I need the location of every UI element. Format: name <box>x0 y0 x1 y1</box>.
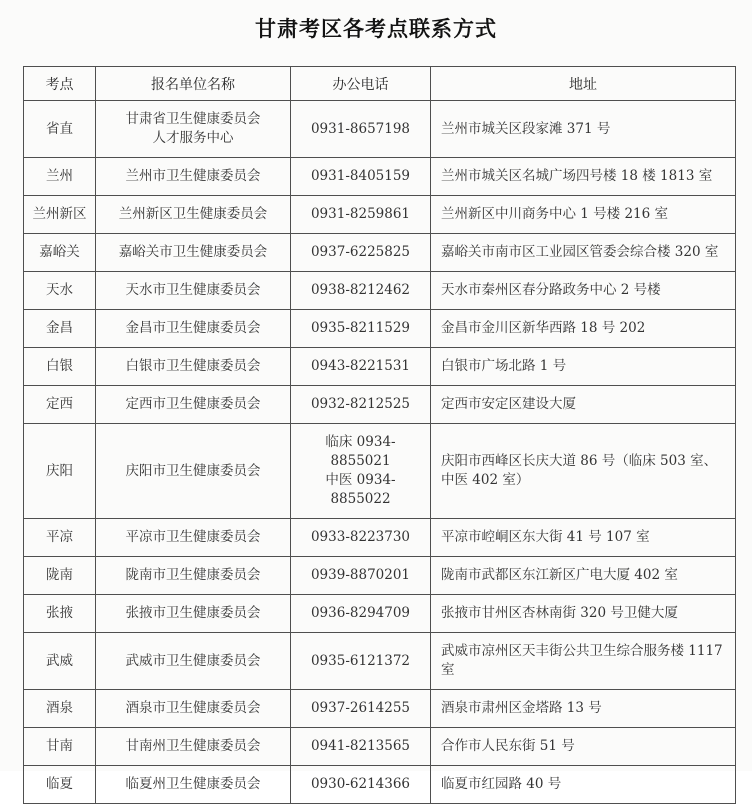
table-row <box>24 557 736 595</box>
unit-line: 白银市卫生健康委员会 <box>125 358 261 374</box>
cell-address: 临夏市红园路 40 号 <box>431 766 736 804</box>
cell-address: 陇南市武都区东江新区广电大厦 402 室 <box>431 557 736 595</box>
phone-line: 0937-2614255 <box>310 700 411 716</box>
cell-address: 庆阳市西峰区长庆大道 86 号（临床 503 室、中医 402 室） <box>431 424 736 519</box>
table-row <box>24 728 736 766</box>
cell-phone <box>291 519 431 557</box>
unit-line: 陇南市卫生健康委员会 <box>125 567 261 583</box>
cell-site: 武威 <box>24 633 96 690</box>
table-row <box>24 690 736 728</box>
unit-line: 人才服务中心 <box>152 130 234 146</box>
unit-line: 甘南州卫生健康委员会 <box>125 738 261 754</box>
phone-line: 0935-8211529 <box>310 320 411 336</box>
phone-line: 0939-8870201 <box>310 567 411 583</box>
unit-line: 张掖市卫生健康委员会 <box>125 605 261 621</box>
cell-unit <box>96 234 291 272</box>
table-row <box>24 272 736 310</box>
cell-site: 定西 <box>24 386 96 424</box>
phone-line: 0936-8294709 <box>310 605 411 621</box>
contact-table <box>23 66 736 804</box>
unit-line: 酒泉市卫生健康委员会 <box>125 700 261 716</box>
cell-phone <box>291 557 431 595</box>
table-body <box>24 101 736 804</box>
table-row <box>24 595 736 633</box>
table-row <box>24 158 736 196</box>
cell-site: 临夏 <box>24 766 96 804</box>
phone-line: 0932-8212525 <box>310 396 411 412</box>
cell-unit <box>96 766 291 804</box>
cell-unit <box>96 272 291 310</box>
cell-address: 武威市凉州区天丰街公共卫生综合服务楼 1117 室 <box>431 633 736 690</box>
cell-phone <box>291 766 431 804</box>
table-row <box>24 424 736 519</box>
cell-unit <box>96 310 291 348</box>
table-row <box>24 234 736 272</box>
cell-phone <box>291 728 431 766</box>
unit-line: 兰州市卫生健康委员会 <box>125 168 261 184</box>
unit-line: 武威市卫生健康委员会 <box>125 652 261 669</box>
cell-site: 平凉 <box>24 519 96 557</box>
cell-phone <box>291 101 431 158</box>
phone-line: 0943-8221531 <box>310 358 411 374</box>
phone-line: 0941-8213565 <box>310 738 411 754</box>
cell-unit <box>96 158 291 196</box>
cell-site: 金昌 <box>24 310 96 348</box>
cell-site: 天水 <box>24 272 96 310</box>
header-cell-site: 考点 <box>24 67 96 101</box>
cell-unit <box>96 728 291 766</box>
cell-phone <box>291 690 431 728</box>
table-row <box>24 633 736 690</box>
phone-line: 0937-6225825 <box>310 244 411 260</box>
unit-line: 定西市卫生健康委员会 <box>125 396 261 412</box>
cell-unit <box>96 633 291 690</box>
unit-line: 嘉峪关市卫生健康委员会 <box>118 244 268 260</box>
cell-unit <box>96 348 291 386</box>
cell-address: 嘉峪关市南市区工业园区管委会综合楼 320 室 <box>431 234 736 272</box>
table-row <box>24 766 736 804</box>
cell-phone <box>291 310 431 348</box>
cell-address: 酒泉市肃州区金塔路 13 号 <box>431 690 736 728</box>
cell-site: 省直 <box>24 101 96 158</box>
table-row <box>24 519 736 557</box>
cell-unit <box>96 424 291 519</box>
cell-phone <box>291 595 431 633</box>
page-title: 甘肃考区各考点联系方式 <box>255 16 497 41</box>
cell-unit <box>96 196 291 234</box>
unit-line: 天水市卫生健康委员会 <box>125 282 261 298</box>
cell-phone <box>291 272 431 310</box>
phone-line: 0930-6214366 <box>310 776 411 792</box>
cell-site: 庆阳 <box>24 424 96 519</box>
unit-line: 金昌市卫生健康委员会 <box>125 320 261 336</box>
header-cell-unit: 报名单位名称 <box>96 67 291 101</box>
phone-line: 0931-8657198 <box>310 120 411 137</box>
unit-line: 兰州新区卫生健康委员会 <box>118 206 268 222</box>
cell-site: 兰州 <box>24 158 96 196</box>
phone-line: 0933-8223730 <box>310 529 411 545</box>
phone-line: 0938-8212462 <box>310 282 411 298</box>
cell-address: 天水市秦州区春分路政务中心 2 号楼 <box>431 272 736 310</box>
phone-line: 中医 0934-8855022 <box>325 472 396 507</box>
unit-line: 平凉市卫生健康委员会 <box>125 529 261 545</box>
cell-address: 白银市广场北路 1 号 <box>431 348 736 386</box>
phone-line: 0931-8259861 <box>310 206 411 222</box>
cell-address: 兰州市城关区名城广场四号楼 18 楼 1813 室 <box>431 158 736 196</box>
cell-address: 金昌市金川区新华西路 18 号 202 <box>431 310 736 348</box>
header-cell-address: 地址 <box>431 67 736 101</box>
cell-phone <box>291 424 431 519</box>
cell-unit <box>96 690 291 728</box>
cell-address: 张掖市甘州区杏林南街 320 号卫健大厦 <box>431 595 736 633</box>
phone-line: 0935-6121372 <box>310 652 411 669</box>
cell-phone <box>291 386 431 424</box>
header-cell-phone: 办公电话 <box>291 67 431 101</box>
cell-address: 兰州新区中川商务中心 1 号楼 216 室 <box>431 196 736 234</box>
unit-line: 甘肃省卫生健康委员会 <box>125 111 261 127</box>
cell-site: 嘉峪关 <box>24 234 96 272</box>
table-row <box>24 348 736 386</box>
cell-address: 兰州市城关区段家滩 371 号 <box>431 101 736 158</box>
cell-site: 白银 <box>24 348 96 386</box>
unit-line: 庆阳市卫生健康委员会 <box>125 462 261 479</box>
cell-address: 平凉市崆峒区东大街 41 号 107 室 <box>431 519 736 557</box>
table-row <box>24 386 736 424</box>
cell-address: 合作市人民东街 51 号 <box>431 728 736 766</box>
cell-address: 定西市安定区建设大厦 <box>431 386 736 424</box>
cell-phone <box>291 348 431 386</box>
cell-site: 张掖 <box>24 595 96 633</box>
cell-unit <box>96 101 291 158</box>
phone-line: 0931-8405159 <box>310 168 411 184</box>
cell-phone <box>291 196 431 234</box>
phone-line: 临床 0934-8855021 <box>325 434 396 469</box>
cell-phone <box>291 158 431 196</box>
cell-site: 兰州新区 <box>24 196 96 234</box>
cell-phone <box>291 234 431 272</box>
cell-phone <box>291 633 431 690</box>
cell-unit <box>96 595 291 633</box>
cell-site: 酒泉 <box>24 690 96 728</box>
unit-line: 临夏州卫生健康委员会 <box>125 776 261 792</box>
cell-site: 甘南 <box>24 728 96 766</box>
table-row <box>24 196 736 234</box>
table-row <box>24 101 736 158</box>
cell-unit <box>96 557 291 595</box>
cell-unit <box>96 386 291 424</box>
cell-site: 陇南 <box>24 557 96 595</box>
table-row <box>24 310 736 348</box>
cell-unit <box>96 519 291 557</box>
header-row <box>24 67 736 101</box>
